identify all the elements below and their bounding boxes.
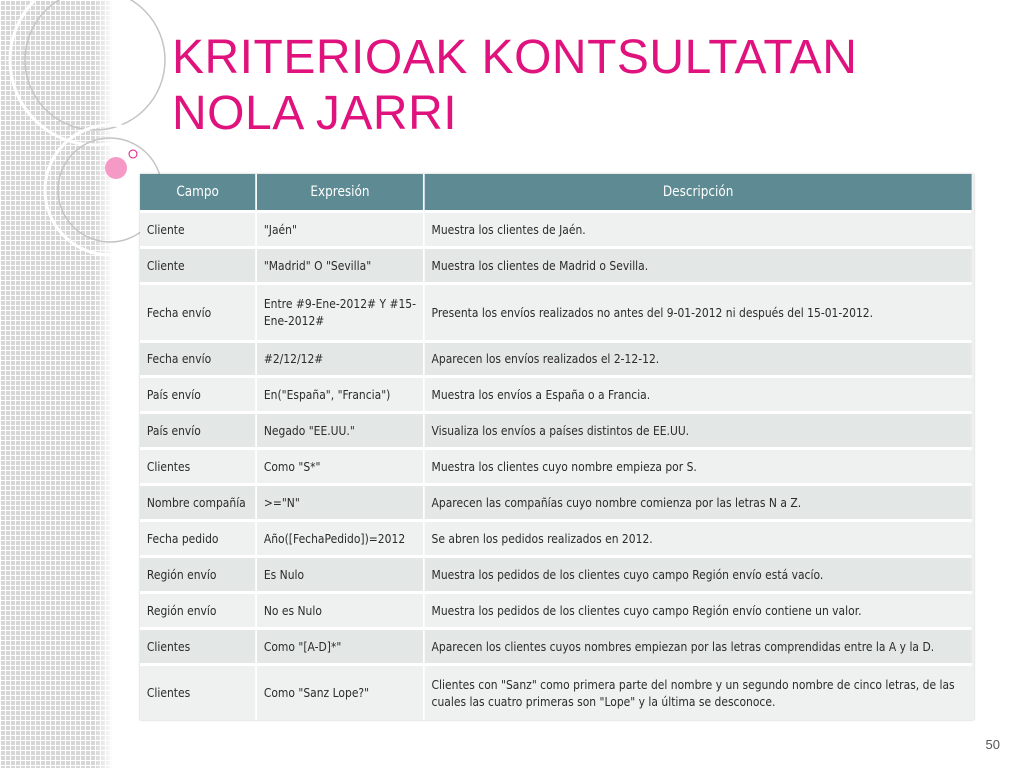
cell-descripcion: Muestra los clientes de Jaén. xyxy=(424,212,972,248)
cell-expresion: No es Nulo xyxy=(256,592,424,628)
table-row xyxy=(140,521,972,557)
cell-expresion: "Jaén" xyxy=(256,212,424,248)
cell-descripcion: Muestra los clientes de Madrid o Sevilla. xyxy=(424,247,972,283)
cell-expresion: Como "Sanz Lope?" xyxy=(256,664,424,720)
cell-descripcion: Muestra los pedidos de los clientes cuyo campo Región envío está vacío. xyxy=(424,556,972,592)
table-row xyxy=(140,628,972,664)
table-row xyxy=(140,413,972,449)
cell-campo: Fecha envío xyxy=(140,283,256,341)
cell-expresion: Como "[A-D]*" xyxy=(256,628,424,664)
cell-expresion: Negado "EE.UU." xyxy=(256,413,424,449)
cell-expresion: Como "S*" xyxy=(256,449,424,485)
header-campo: Campo xyxy=(140,174,256,212)
header-expresion: Expresión xyxy=(256,174,424,212)
criteria-table xyxy=(140,174,972,720)
table-row xyxy=(140,485,972,521)
cell-expresion: >="N" xyxy=(256,485,424,521)
cell-expresion: Es Nulo xyxy=(256,556,424,592)
cell-descripcion: Aparecen los clientes cuyos nombres empiezan por las letras comprendidas entre la A y la D. xyxy=(424,628,972,664)
table-row xyxy=(140,592,972,628)
cell-descripcion: Visualiza los envíos a países distintos de EE.UU. xyxy=(424,413,972,449)
cell-descripcion: Se abren los pedidos realizados en 2012. xyxy=(424,521,972,557)
table-row xyxy=(140,377,972,413)
cell-campo: Fecha pedido xyxy=(140,521,256,557)
table-row xyxy=(140,212,972,248)
cell-campo: País envío xyxy=(140,377,256,413)
cell-descripcion: Muestra los clientes cuyo nombre empieza por S. xyxy=(424,449,972,485)
cell-expresion: #2/12/12# xyxy=(256,341,424,377)
cell-expresion: "Madrid" O "Sevilla" xyxy=(256,247,424,283)
criteria-table-image xyxy=(140,174,974,720)
cell-campo: Región envío xyxy=(140,556,256,592)
cell-campo: País envío xyxy=(140,413,256,449)
cell-campo: Fecha envío xyxy=(140,341,256,377)
cell-descripcion: Presenta los envíos realizados no antes del 9-01-2012 ni después del 15-01-2012. xyxy=(424,283,972,341)
table-row xyxy=(140,341,972,377)
cell-descripcion: Aparecen las compañías cuyo nombre comienza por las letras N a Z. xyxy=(424,485,972,521)
cell-descripcion: Clientes con "Sanz" como primera parte del nombre y un segundo nombre de cinco letras, de las cuales las cuatro primeras son "Lope" y la última se desconoce. xyxy=(424,664,972,720)
table-row xyxy=(140,283,972,341)
table-row xyxy=(140,449,972,485)
cell-descripcion: Muestra los envíos a España o a Francia. xyxy=(424,377,972,413)
cell-campo: Clientes xyxy=(140,449,256,485)
cell-campo: Clientes xyxy=(140,628,256,664)
table-row xyxy=(140,556,972,592)
table-row xyxy=(140,664,972,720)
cell-descripcion: Aparecen los envíos realizados el 2-12-12. xyxy=(424,341,972,377)
cell-campo: Clientes xyxy=(140,664,256,720)
cell-campo: Cliente xyxy=(140,247,256,283)
cell-descripcion: Muestra los pedidos de los clientes cuyo campo Región envío contiene un valor. xyxy=(424,592,972,628)
table-header-row xyxy=(140,174,972,212)
cell-campo: Región envío xyxy=(140,592,256,628)
cell-expresion: En("España", "Francia") xyxy=(256,377,424,413)
slide-title: KRITERIOAK KONTSULTATAN NOLA JARRI xyxy=(172,31,858,140)
header-descripcion: Descripción xyxy=(424,174,972,212)
table-row xyxy=(140,247,972,283)
page-number: 50 xyxy=(985,737,1000,752)
cell-expresion: Año([FechaPedido])=2012 xyxy=(256,521,424,557)
cell-campo: Cliente xyxy=(140,212,256,248)
cell-campo: Nombre compañía xyxy=(140,485,256,521)
cell-expresion: Entre #9-Ene-2012# Y #15-Ene-2012# xyxy=(256,283,424,341)
